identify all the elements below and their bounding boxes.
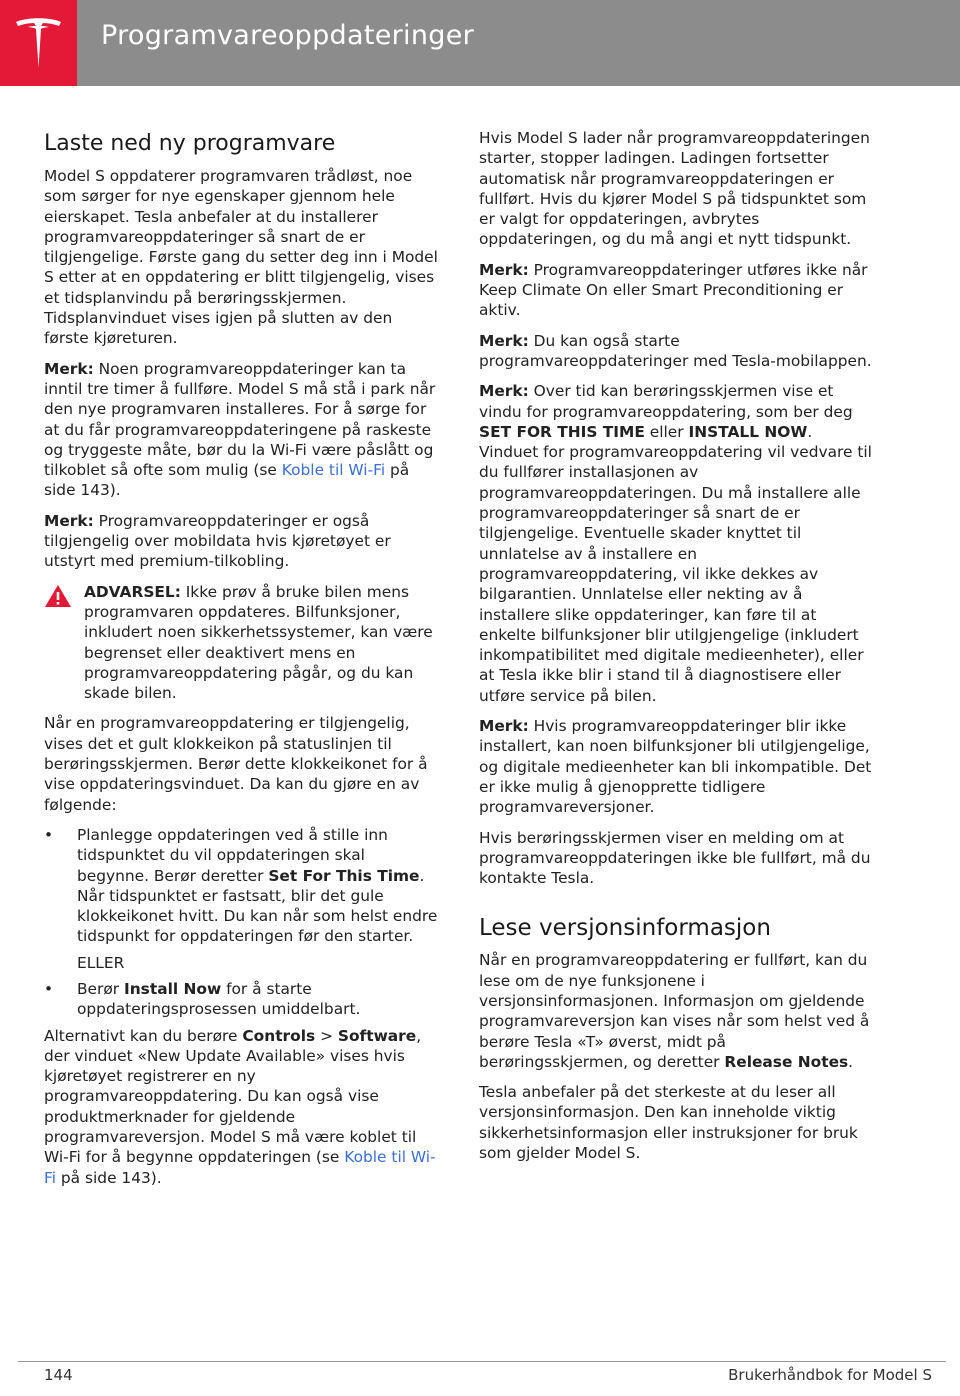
page-header xyxy=(0,0,960,86)
warning-triangle-icon xyxy=(44,584,72,608)
manual-title: Brukerhåndbok for Model S xyxy=(728,1366,932,1384)
or-separator: ELLER xyxy=(77,953,125,972)
options-list xyxy=(44,979,440,1020)
note-paragraph xyxy=(479,381,875,706)
note-paragraph xyxy=(479,331,875,372)
paragraph-text: Når en programvareoppdatering er fullført, kan du lese om de nye funksjonene i versjonsinformasjonen. Informasjon om gjeldende programvareversjon kan vises når som helst ved å berøre Tesla «T» øverst, midt på berøringsskjermen, og deretter xyxy=(479,951,870,1071)
note-text: eller xyxy=(644,422,689,441)
note-text: Over tid kan berøringsskjermen vise et vindu for programvareoppdatering, som ber deg xyxy=(479,382,853,421)
paragraph-text: , der vinduet «New Update Available» vises hvis kjøretøyet registrerer en ny programvareoppdatering. Du kan også vise produktmerknader for gjeldende programvareversjon. Model S må være koblet til Wi-Fi for å begynne oppdateringen (se xyxy=(44,1026,422,1167)
list-item-text: . Når tidspunktet er fastsatt, blir det gule klokkeikonet hvitt. Du kan når som helst endre tidspunkt for oppdateringen før den starter. xyxy=(77,866,438,946)
note-paragraph xyxy=(479,260,875,321)
warning-text: Ikke prøv å bruke bilen mens programvaren oppdateres. Bilfunksjoner, inkludert noen sikkerhetssystemer, kan være begrenset eller deaktivert mens en programvareoppdatering pågår, og du kan skade bilen. xyxy=(84,582,433,703)
section-heading-release-notes: Lese versjonsinformasjon xyxy=(479,915,771,942)
note-text: . Vinduet for programvareoppdatering vil vedvare til du fullfører installasjonen av programvareoppdateringen. Du må installere alle programvareoppdateringer så snart de er tilgjengelige. Eventuelle skader knyttet til unnlatelse av å installere en programvareoppdatering, vil ikke dekkes av bilgarantien. Unnlatelse eller nekting av å installere slike oppdateringer, kan føre til at enkelte bilfunksjoner blir utilgjengelige (inkludert inkompatibilitet med digitale medieenheter), eller at Tesla ikke blir i stand til å diagnostisere eller utføre service på bilen. xyxy=(479,422,872,705)
page-title: Programvareoppdateringer xyxy=(101,20,475,51)
note-text: på side 143). xyxy=(44,461,410,500)
paragraph-intro: Model S oppdaterer programvaren trådløst, noe som sørger for nye egenskaper gjennom hele eierskapet. Tesla anbefaler at du installerer programvareoppdateringer så snart de er tilgjengelige. Første gang du setter deg inn i Model S etter at en oppdatering er blitt tilgjengelig, vises et tidsplanvindu på berøringsskjermen. Tidsplanvinduet vises igjen på slutten av den første kjøreturen. xyxy=(44,167,438,348)
note-label: Merk: xyxy=(479,717,529,736)
paragraph-controls-software xyxy=(44,1026,440,1188)
note-text: Hvis programvareoppdateringer blir ikke installert, kan noen bilfunksjoner bli utilgjengelige, og digitale medieenheter kan bli inkompatible. Det er ikke mulig å gjenopprette tidligere programvareversjoner. xyxy=(479,717,872,817)
paragraph-recommendation: Tesla anbefaler på det sterkeste at du leser all versjonsinformasjon. Den kan inneholde viktig sikkerhetsinformasjon eller instruksjoner for bruk som gjelder Model S. xyxy=(479,1083,858,1163)
brand-logo-box xyxy=(0,0,77,86)
list-item xyxy=(44,979,440,1020)
ui-term-release-notes: Release Notes xyxy=(724,1052,849,1071)
paragraph-charging: Hvis Model S lader når programvareoppdateringen starter, stopper ladingen. Ladingen fortsetter automatisk når programvareoppdateringen er fullført. Hvis du kjører Model S på tidspunktet som er valgt for oppdateringen, avbrytes oppdateringen, og du må angi et nytt tidspunkt. xyxy=(479,129,870,249)
warning-label: ADVARSEL: xyxy=(84,582,181,601)
note-label: Merk: xyxy=(479,382,529,401)
ui-term-set-for-this-time-caps: SET FOR THIS TIME xyxy=(479,422,645,441)
right-column xyxy=(479,128,875,1173)
note-paragraph xyxy=(44,511,440,572)
options-list xyxy=(44,825,440,947)
path-separator: > xyxy=(315,1026,338,1045)
link-koble-til-wifi[interactable]: Koble til Wi-Fi xyxy=(281,461,386,480)
ui-term-install-now-caps: INSTALL NOW xyxy=(688,422,808,441)
section-heading-download: Laste ned ny programvare xyxy=(44,131,336,156)
ui-term-install-now: Install Now xyxy=(124,979,222,998)
note-text: Programvareoppdateringer er også tilgjengelig over mobildata hvis kjøretøyet er utstyrt med premium-tilkobling. xyxy=(44,511,391,571)
note-paragraph xyxy=(44,359,440,501)
paragraph-text: Alternativt kan du berøre xyxy=(44,1026,243,1045)
bullet-icon: • xyxy=(44,825,54,844)
list-item xyxy=(44,825,440,947)
warning-box xyxy=(44,582,440,704)
note-label: Merk: xyxy=(44,359,94,378)
note-label: Merk: xyxy=(479,260,529,279)
paragraph-text: . xyxy=(848,1052,854,1071)
footer-divider xyxy=(18,1361,946,1362)
tesla-t-logo-icon xyxy=(14,16,63,70)
bullet-icon: • xyxy=(44,979,54,998)
note-text: Programvareoppdateringer utføres ikke når Keep Climate On eller Smart Preconditioning er aktiv. xyxy=(479,260,868,320)
paragraph-release-notes xyxy=(479,950,875,1072)
list-item-text: Planlegge oppdateringen ved å stille inn tidspunktet du vil oppdateringen skal begynne. Berør deretter xyxy=(77,825,388,885)
note-paragraph xyxy=(479,716,875,817)
page-number: 144 xyxy=(44,1366,73,1384)
ui-term-set-for-this-time: Set For This Time xyxy=(268,866,420,885)
note-text: Du kan også starte programvareoppdateringer med Tesla-mobilappen. xyxy=(479,331,872,370)
note-text: Noen programvareoppdateringer kan ta inntil tre timer å fullføre. Model S må stå i park når den nye programvaren installeres. For å sørge for at du får programvareoppdateringene på raskeste og tryggeste måte, bør du la Wi-Fi være påslått og tilkoblet så ofte som mulig (se xyxy=(44,359,436,480)
left-column xyxy=(44,130,440,1198)
paragraph-clock-icon: Når en programvareoppdatering er tilgjengelig, vises det et gult klokkeikon på statuslinjen til berøringsskjermen. Berør dette klokkeikonet for å vise oppdateringsvinduet. Da kan du gjøre en av følgende: xyxy=(44,714,428,814)
note-label: Merk: xyxy=(44,511,94,530)
ui-term-controls: Controls xyxy=(242,1026,316,1045)
list-item-text: Berør xyxy=(77,979,124,998)
note-label: Merk: xyxy=(479,331,529,350)
ui-term-software: Software xyxy=(337,1026,417,1045)
list-item-text: for å starte oppdateringsprosessen umiddelbart. xyxy=(77,979,361,1019)
paragraph-text: på side 143). xyxy=(56,1168,162,1187)
link-koble-til-wifi[interactable]: Koble til Wi-Fi xyxy=(44,1148,436,1187)
paragraph-contact-tesla: Hvis berøringsskjermen viser en melding om at programvareoppdateringen ikke ble fullført, må du kontakte Tesla. xyxy=(479,828,871,888)
